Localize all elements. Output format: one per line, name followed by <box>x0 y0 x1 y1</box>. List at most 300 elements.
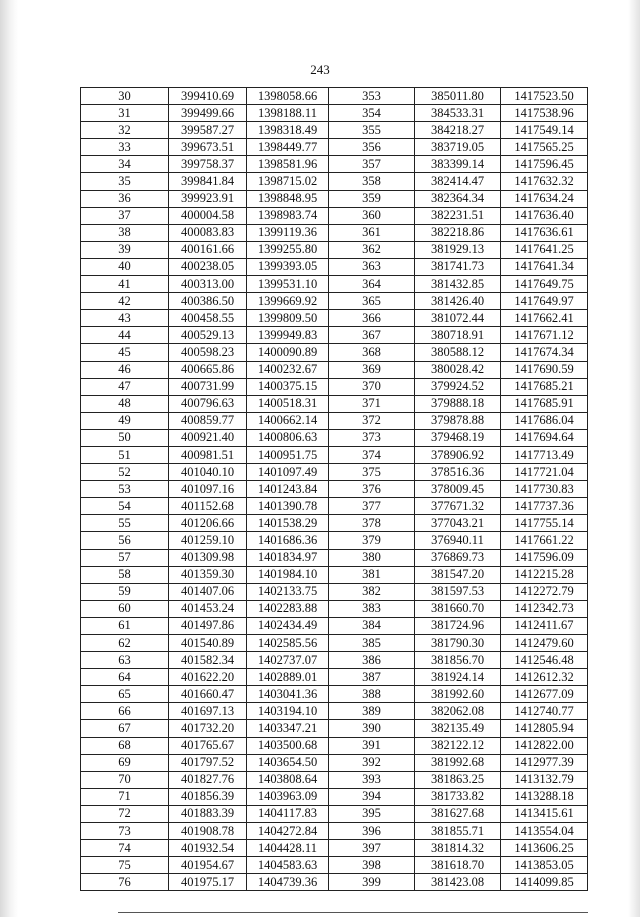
x-coordinate-left-cell: 401932.54 <box>169 840 247 857</box>
x-coordinate-right-cell: 381992.68 <box>415 754 501 771</box>
table-row <box>81 652 588 669</box>
bottom-rule <box>118 912 588 913</box>
y-coordinate-right-cell: 1417549.14 <box>501 122 588 139</box>
table-row <box>81 515 588 532</box>
point-number-left-cell: 40 <box>81 258 169 275</box>
y-coordinate-left-cell: 1404583.63 <box>247 857 329 874</box>
table-row <box>81 429 588 446</box>
table-row <box>81 583 588 600</box>
table-row <box>81 600 588 617</box>
point-number-left-cell: 47 <box>81 378 169 395</box>
x-coordinate-right-cell: 382135.49 <box>415 720 501 737</box>
y-coordinate-right-cell: 1417713.49 <box>501 446 588 463</box>
point-number-right-cell: 387 <box>329 669 415 686</box>
table-row <box>81 464 588 481</box>
y-coordinate-left-cell: 1400090.89 <box>247 344 329 361</box>
scan-edge-right <box>628 0 640 917</box>
y-coordinate-left-cell: 1400232.67 <box>247 361 329 378</box>
point-number-right-cell: 363 <box>329 258 415 275</box>
y-coordinate-left-cell: 1404117.83 <box>247 805 329 822</box>
y-coordinate-left-cell: 1400951.75 <box>247 446 329 463</box>
table-row <box>81 344 588 361</box>
x-coordinate-left-cell: 401975.17 <box>169 874 247 891</box>
point-number-left-cell: 66 <box>81 703 169 720</box>
y-coordinate-right-cell: 1417674.34 <box>501 344 588 361</box>
y-coordinate-left-cell: 1401243.84 <box>247 481 329 498</box>
table-row <box>81 190 588 207</box>
point-number-left-cell: 59 <box>81 583 169 600</box>
table-row <box>81 139 588 156</box>
point-number-right-cell: 396 <box>329 823 415 840</box>
y-coordinate-right-cell: 1417685.91 <box>501 395 588 412</box>
point-number-right-cell: 366 <box>329 310 415 327</box>
table-row <box>81 805 588 822</box>
table-row <box>81 361 588 378</box>
point-number-left-cell: 49 <box>81 412 169 429</box>
y-coordinate-left-cell: 1398449.77 <box>247 139 329 156</box>
y-coordinate-left-cell: 1401097.49 <box>247 464 329 481</box>
x-coordinate-left-cell: 399587.27 <box>169 122 247 139</box>
y-coordinate-right-cell: 1417686.04 <box>501 412 588 429</box>
y-coordinate-right-cell: 1412272.79 <box>501 583 588 600</box>
table-row <box>81 207 588 224</box>
x-coordinate-right-cell: 377671.32 <box>415 498 501 515</box>
y-coordinate-left-cell: 1399119.36 <box>247 224 329 241</box>
x-coordinate-right-cell: 381741.73 <box>415 258 501 275</box>
x-coordinate-right-cell: 381072.44 <box>415 310 501 327</box>
y-coordinate-left-cell: 1398318.49 <box>247 122 329 139</box>
table-row <box>81 105 588 122</box>
y-coordinate-right-cell: 1417641.34 <box>501 258 588 275</box>
point-number-right-cell: 393 <box>329 771 415 788</box>
point-number-left-cell: 36 <box>81 190 169 207</box>
point-number-left-cell: 35 <box>81 173 169 190</box>
point-number-left-cell: 39 <box>81 241 169 258</box>
x-coordinate-right-cell: 384218.27 <box>415 122 501 139</box>
point-number-right-cell: 382 <box>329 583 415 600</box>
point-number-right-cell: 353 <box>329 88 415 105</box>
x-coordinate-right-cell: 382062.08 <box>415 703 501 720</box>
table-row <box>81 669 588 686</box>
x-coordinate-right-cell: 381992.60 <box>415 686 501 703</box>
y-coordinate-left-cell: 1398188.11 <box>247 105 329 122</box>
point-number-right-cell: 376 <box>329 481 415 498</box>
x-coordinate-right-cell: 381814.32 <box>415 840 501 857</box>
x-coordinate-left-cell: 401765.67 <box>169 737 247 754</box>
y-coordinate-right-cell: 1412677.09 <box>501 686 588 703</box>
point-number-right-cell: 399 <box>329 874 415 891</box>
x-coordinate-left-cell: 400458.55 <box>169 310 247 327</box>
table-row <box>81 840 588 857</box>
point-number-right-cell: 360 <box>329 207 415 224</box>
x-coordinate-left-cell: 401453.24 <box>169 600 247 617</box>
x-coordinate-left-cell: 399410.69 <box>169 88 247 105</box>
x-coordinate-right-cell: 376940.11 <box>415 532 501 549</box>
point-number-left-cell: 43 <box>81 310 169 327</box>
x-coordinate-left-cell: 401206.66 <box>169 515 247 532</box>
x-coordinate-left-cell: 401732.20 <box>169 720 247 737</box>
table-row <box>81 857 588 874</box>
point-number-left-cell: 67 <box>81 720 169 737</box>
point-number-left-cell: 70 <box>81 771 169 788</box>
point-number-right-cell: 368 <box>329 344 415 361</box>
point-number-right-cell: 389 <box>329 703 415 720</box>
x-coordinate-left-cell: 401856.39 <box>169 788 247 805</box>
point-number-right-cell: 388 <box>329 686 415 703</box>
point-number-right-cell: 358 <box>329 173 415 190</box>
x-coordinate-right-cell: 384533.31 <box>415 105 501 122</box>
point-number-left-cell: 68 <box>81 737 169 754</box>
y-coordinate-left-cell: 1401834.97 <box>247 549 329 566</box>
point-number-left-cell: 57 <box>81 549 169 566</box>
x-coordinate-right-cell: 382231.51 <box>415 207 501 224</box>
point-number-right-cell: 369 <box>329 361 415 378</box>
x-coordinate-right-cell: 381790.30 <box>415 635 501 652</box>
x-coordinate-left-cell: 401097.16 <box>169 481 247 498</box>
table-row <box>81 823 588 840</box>
point-number-right-cell: 372 <box>329 412 415 429</box>
point-number-right-cell: 398 <box>329 857 415 874</box>
y-coordinate-right-cell: 1412822.00 <box>501 737 588 754</box>
point-number-right-cell: 371 <box>329 395 415 412</box>
x-coordinate-right-cell: 381426.40 <box>415 293 501 310</box>
y-coordinate-left-cell: 1402434.49 <box>247 617 329 634</box>
x-coordinate-right-cell: 376869.73 <box>415 549 501 566</box>
y-coordinate-right-cell: 1417523.50 <box>501 88 588 105</box>
y-coordinate-right-cell: 1417649.97 <box>501 293 588 310</box>
point-number-left-cell: 52 <box>81 464 169 481</box>
y-coordinate-right-cell: 1412546.48 <box>501 652 588 669</box>
x-coordinate-right-cell: 380588.12 <box>415 344 501 361</box>
point-number-right-cell: 380 <box>329 549 415 566</box>
y-coordinate-left-cell: 1401686.36 <box>247 532 329 549</box>
y-coordinate-left-cell: 1398715.02 <box>247 173 329 190</box>
point-number-left-cell: 58 <box>81 566 169 583</box>
point-number-right-cell: 391 <box>329 737 415 754</box>
y-coordinate-left-cell: 1401538.29 <box>247 515 329 532</box>
y-coordinate-left-cell: 1399255.80 <box>247 241 329 258</box>
x-coordinate-right-cell: 382218.86 <box>415 224 501 241</box>
y-coordinate-left-cell: 1403500.68 <box>247 737 329 754</box>
y-coordinate-right-cell: 1417661.22 <box>501 532 588 549</box>
x-coordinate-right-cell: 381432.85 <box>415 276 501 293</box>
x-coordinate-left-cell: 401497.86 <box>169 617 247 634</box>
x-coordinate-right-cell: 381423.08 <box>415 874 501 891</box>
x-coordinate-left-cell: 400529.13 <box>169 327 247 344</box>
point-number-left-cell: 62 <box>81 635 169 652</box>
x-coordinate-right-cell: 382364.34 <box>415 190 501 207</box>
point-number-left-cell: 48 <box>81 395 169 412</box>
y-coordinate-right-cell: 1412612.32 <box>501 669 588 686</box>
x-coordinate-left-cell: 400921.40 <box>169 429 247 446</box>
x-coordinate-right-cell: 383399.14 <box>415 156 501 173</box>
x-coordinate-right-cell: 381924.14 <box>415 669 501 686</box>
y-coordinate-right-cell: 1417671.12 <box>501 327 588 344</box>
coordinates-table-body <box>81 88 588 891</box>
page-number: 243 <box>310 62 330 77</box>
y-coordinate-left-cell: 1403347.21 <box>247 720 329 737</box>
y-coordinate-right-cell: 1417649.75 <box>501 276 588 293</box>
point-number-left-cell: 53 <box>81 481 169 498</box>
x-coordinate-left-cell: 401152.68 <box>169 498 247 515</box>
point-number-right-cell: 381 <box>329 566 415 583</box>
point-number-left-cell: 71 <box>81 788 169 805</box>
x-coordinate-right-cell: 379924.52 <box>415 378 501 395</box>
y-coordinate-left-cell: 1403654.50 <box>247 754 329 771</box>
point-number-left-cell: 50 <box>81 429 169 446</box>
x-coordinate-left-cell: 401040.10 <box>169 464 247 481</box>
y-coordinate-left-cell: 1403808.64 <box>247 771 329 788</box>
x-coordinate-left-cell: 401309.98 <box>169 549 247 566</box>
y-coordinate-right-cell: 1413606.25 <box>501 840 588 857</box>
y-coordinate-left-cell: 1400375.15 <box>247 378 329 395</box>
point-number-left-cell: 69 <box>81 754 169 771</box>
x-coordinate-right-cell: 380028.42 <box>415 361 501 378</box>
x-coordinate-left-cell: 401908.78 <box>169 823 247 840</box>
y-coordinate-right-cell: 1417596.45 <box>501 156 588 173</box>
x-coordinate-left-cell: 401954.67 <box>169 857 247 874</box>
y-coordinate-left-cell: 1402585.56 <box>247 635 329 652</box>
point-number-right-cell: 357 <box>329 156 415 173</box>
point-number-left-cell: 34 <box>81 156 169 173</box>
y-coordinate-right-cell: 1413288.18 <box>501 788 588 805</box>
x-coordinate-left-cell: 401827.76 <box>169 771 247 788</box>
x-coordinate-right-cell: 381856.70 <box>415 652 501 669</box>
table-row <box>81 498 588 515</box>
point-number-right-cell: 395 <box>329 805 415 822</box>
y-coordinate-right-cell: 1413554.04 <box>501 823 588 840</box>
table-row <box>81 241 588 258</box>
point-number-left-cell: 56 <box>81 532 169 549</box>
table-row <box>81 771 588 788</box>
table-row <box>81 173 588 190</box>
x-coordinate-left-cell: 401540.89 <box>169 635 247 652</box>
x-coordinate-left-cell: 401660.47 <box>169 686 247 703</box>
x-coordinate-right-cell: 382122.12 <box>415 737 501 754</box>
point-number-right-cell: 392 <box>329 754 415 771</box>
point-number-left-cell: 60 <box>81 600 169 617</box>
point-number-left-cell: 42 <box>81 293 169 310</box>
table-row <box>81 88 588 105</box>
x-coordinate-right-cell: 380718.91 <box>415 327 501 344</box>
scan-edge-left <box>0 0 18 917</box>
x-coordinate-left-cell: 400731.99 <box>169 378 247 395</box>
y-coordinate-right-cell: 1412342.73 <box>501 600 588 617</box>
point-number-right-cell: 377 <box>329 498 415 515</box>
y-coordinate-right-cell: 1417634.24 <box>501 190 588 207</box>
x-coordinate-right-cell: 381597.53 <box>415 583 501 600</box>
x-coordinate-right-cell: 381733.82 <box>415 788 501 805</box>
table-row <box>81 258 588 275</box>
y-coordinate-right-cell: 1417596.09 <box>501 549 588 566</box>
x-coordinate-left-cell: 400238.05 <box>169 258 247 275</box>
x-coordinate-right-cell: 381724.96 <box>415 617 501 634</box>
y-coordinate-left-cell: 1402737.07 <box>247 652 329 669</box>
x-coordinate-left-cell: 399499.66 <box>169 105 247 122</box>
point-number-left-cell: 74 <box>81 840 169 857</box>
table-row <box>81 635 588 652</box>
x-coordinate-left-cell: 401407.06 <box>169 583 247 600</box>
x-coordinate-left-cell: 401797.52 <box>169 754 247 771</box>
table-row <box>81 156 588 173</box>
x-coordinate-left-cell: 400083.83 <box>169 224 247 241</box>
x-coordinate-left-cell: 399673.51 <box>169 139 247 156</box>
table-row <box>81 310 588 327</box>
point-number-left-cell: 63 <box>81 652 169 669</box>
table-row <box>81 703 588 720</box>
x-coordinate-left-cell: 400386.50 <box>169 293 247 310</box>
y-coordinate-right-cell: 1412740.77 <box>501 703 588 720</box>
x-coordinate-left-cell: 401883.39 <box>169 805 247 822</box>
x-coordinate-left-cell: 401582.34 <box>169 652 247 669</box>
y-coordinate-left-cell: 1400806.63 <box>247 429 329 446</box>
y-coordinate-left-cell: 1401390.78 <box>247 498 329 515</box>
y-coordinate-left-cell: 1404428.11 <box>247 840 329 857</box>
x-coordinate-right-cell: 378009.45 <box>415 481 501 498</box>
point-number-left-cell: 46 <box>81 361 169 378</box>
table-row <box>81 754 588 771</box>
point-number-left-cell: 44 <box>81 327 169 344</box>
x-coordinate-right-cell: 382414.47 <box>415 173 501 190</box>
x-coordinate-left-cell: 400981.51 <box>169 446 247 463</box>
x-coordinate-left-cell: 401622.20 <box>169 669 247 686</box>
y-coordinate-left-cell: 1398983.74 <box>247 207 329 224</box>
y-coordinate-right-cell: 1417721.04 <box>501 464 588 481</box>
point-number-left-cell: 33 <box>81 139 169 156</box>
y-coordinate-left-cell: 1399669.92 <box>247 293 329 310</box>
y-coordinate-left-cell: 1401984.10 <box>247 566 329 583</box>
y-coordinate-left-cell: 1402889.01 <box>247 669 329 686</box>
point-number-left-cell: 75 <box>81 857 169 874</box>
y-coordinate-left-cell: 1403963.09 <box>247 788 329 805</box>
y-coordinate-right-cell: 1413415.61 <box>501 805 588 822</box>
x-coordinate-left-cell: 400859.77 <box>169 412 247 429</box>
table-row <box>81 686 588 703</box>
y-coordinate-left-cell: 1402283.88 <box>247 600 329 617</box>
x-coordinate-left-cell: 399841.84 <box>169 173 247 190</box>
table-row <box>81 446 588 463</box>
y-coordinate-right-cell: 1417685.21 <box>501 378 588 395</box>
y-coordinate-right-cell: 1417690.59 <box>501 361 588 378</box>
point-number-right-cell: 390 <box>329 720 415 737</box>
point-number-right-cell: 383 <box>329 600 415 617</box>
point-number-left-cell: 30 <box>81 88 169 105</box>
point-number-left-cell: 45 <box>81 344 169 361</box>
x-coordinate-right-cell: 381547.20 <box>415 566 501 583</box>
table-row <box>81 224 588 241</box>
point-number-right-cell: 384 <box>329 617 415 634</box>
x-coordinate-left-cell: 401259.10 <box>169 532 247 549</box>
point-number-right-cell: 364 <box>329 276 415 293</box>
y-coordinate-right-cell: 1417694.64 <box>501 429 588 446</box>
y-coordinate-right-cell: 1417632.32 <box>501 173 588 190</box>
point-number-left-cell: 73 <box>81 823 169 840</box>
table-row <box>81 737 588 754</box>
x-coordinate-right-cell: 378516.36 <box>415 464 501 481</box>
table-row <box>81 617 588 634</box>
x-coordinate-left-cell: 400161.66 <box>169 241 247 258</box>
table-row <box>81 481 588 498</box>
table-row <box>81 327 588 344</box>
point-number-left-cell: 55 <box>81 515 169 532</box>
x-coordinate-left-cell: 400004.58 <box>169 207 247 224</box>
point-number-right-cell: 375 <box>329 464 415 481</box>
point-number-left-cell: 72 <box>81 805 169 822</box>
y-coordinate-right-cell: 1413132.79 <box>501 771 588 788</box>
point-number-right-cell: 397 <box>329 840 415 857</box>
y-coordinate-left-cell: 1402133.75 <box>247 583 329 600</box>
x-coordinate-right-cell: 379468.19 <box>415 429 501 446</box>
table-row <box>81 412 588 429</box>
point-number-right-cell: 354 <box>329 105 415 122</box>
x-coordinate-right-cell: 383719.05 <box>415 139 501 156</box>
point-number-right-cell: 367 <box>329 327 415 344</box>
table-row <box>81 720 588 737</box>
x-coordinate-left-cell: 399923.91 <box>169 190 247 207</box>
x-coordinate-right-cell: 381863.25 <box>415 771 501 788</box>
x-coordinate-right-cell: 379878.88 <box>415 412 501 429</box>
point-number-right-cell: 386 <box>329 652 415 669</box>
y-coordinate-right-cell: 1417662.41 <box>501 310 588 327</box>
point-number-left-cell: 41 <box>81 276 169 293</box>
coordinates-table <box>80 87 588 891</box>
y-coordinate-right-cell: 1417730.83 <box>501 481 588 498</box>
y-coordinate-right-cell: 1412805.94 <box>501 720 588 737</box>
point-number-right-cell: 373 <box>329 429 415 446</box>
point-number-right-cell: 362 <box>329 241 415 258</box>
x-coordinate-left-cell: 400796.63 <box>169 395 247 412</box>
y-coordinate-left-cell: 1399531.10 <box>247 276 329 293</box>
y-coordinate-left-cell: 1399393.05 <box>247 258 329 275</box>
point-number-left-cell: 54 <box>81 498 169 515</box>
y-coordinate-right-cell: 1417636.40 <box>501 207 588 224</box>
point-number-right-cell: 356 <box>329 139 415 156</box>
table-row <box>81 874 588 891</box>
table-row <box>81 532 588 549</box>
point-number-left-cell: 61 <box>81 617 169 634</box>
x-coordinate-right-cell: 377043.21 <box>415 515 501 532</box>
table-row <box>81 293 588 310</box>
y-coordinate-left-cell: 1399809.50 <box>247 310 329 327</box>
y-coordinate-right-cell: 1413853.05 <box>501 857 588 874</box>
x-coordinate-left-cell: 400665.86 <box>169 361 247 378</box>
y-coordinate-left-cell: 1400662.14 <box>247 412 329 429</box>
point-number-right-cell: 365 <box>329 293 415 310</box>
x-coordinate-right-cell: 379888.18 <box>415 395 501 412</box>
table-row <box>81 122 588 139</box>
x-coordinate-right-cell: 381929.13 <box>415 241 501 258</box>
y-coordinate-right-cell: 1417565.25 <box>501 139 588 156</box>
table-row <box>81 378 588 395</box>
x-coordinate-right-cell: 381618.70 <box>415 857 501 874</box>
point-number-left-cell: 76 <box>81 874 169 891</box>
y-coordinate-right-cell: 1414099.85 <box>501 874 588 891</box>
x-coordinate-left-cell: 399758.37 <box>169 156 247 173</box>
point-number-right-cell: 355 <box>329 122 415 139</box>
y-coordinate-left-cell: 1399949.83 <box>247 327 329 344</box>
point-number-left-cell: 65 <box>81 686 169 703</box>
point-number-left-cell: 64 <box>81 669 169 686</box>
x-coordinate-right-cell: 385011.80 <box>415 88 501 105</box>
y-coordinate-left-cell: 1398581.96 <box>247 156 329 173</box>
point-number-right-cell: 385 <box>329 635 415 652</box>
point-number-right-cell: 394 <box>329 788 415 805</box>
table-row <box>81 549 588 566</box>
y-coordinate-right-cell: 1417755.14 <box>501 515 588 532</box>
point-number-right-cell: 370 <box>329 378 415 395</box>
y-coordinate-left-cell: 1403041.36 <box>247 686 329 703</box>
x-coordinate-right-cell: 381627.68 <box>415 805 501 822</box>
